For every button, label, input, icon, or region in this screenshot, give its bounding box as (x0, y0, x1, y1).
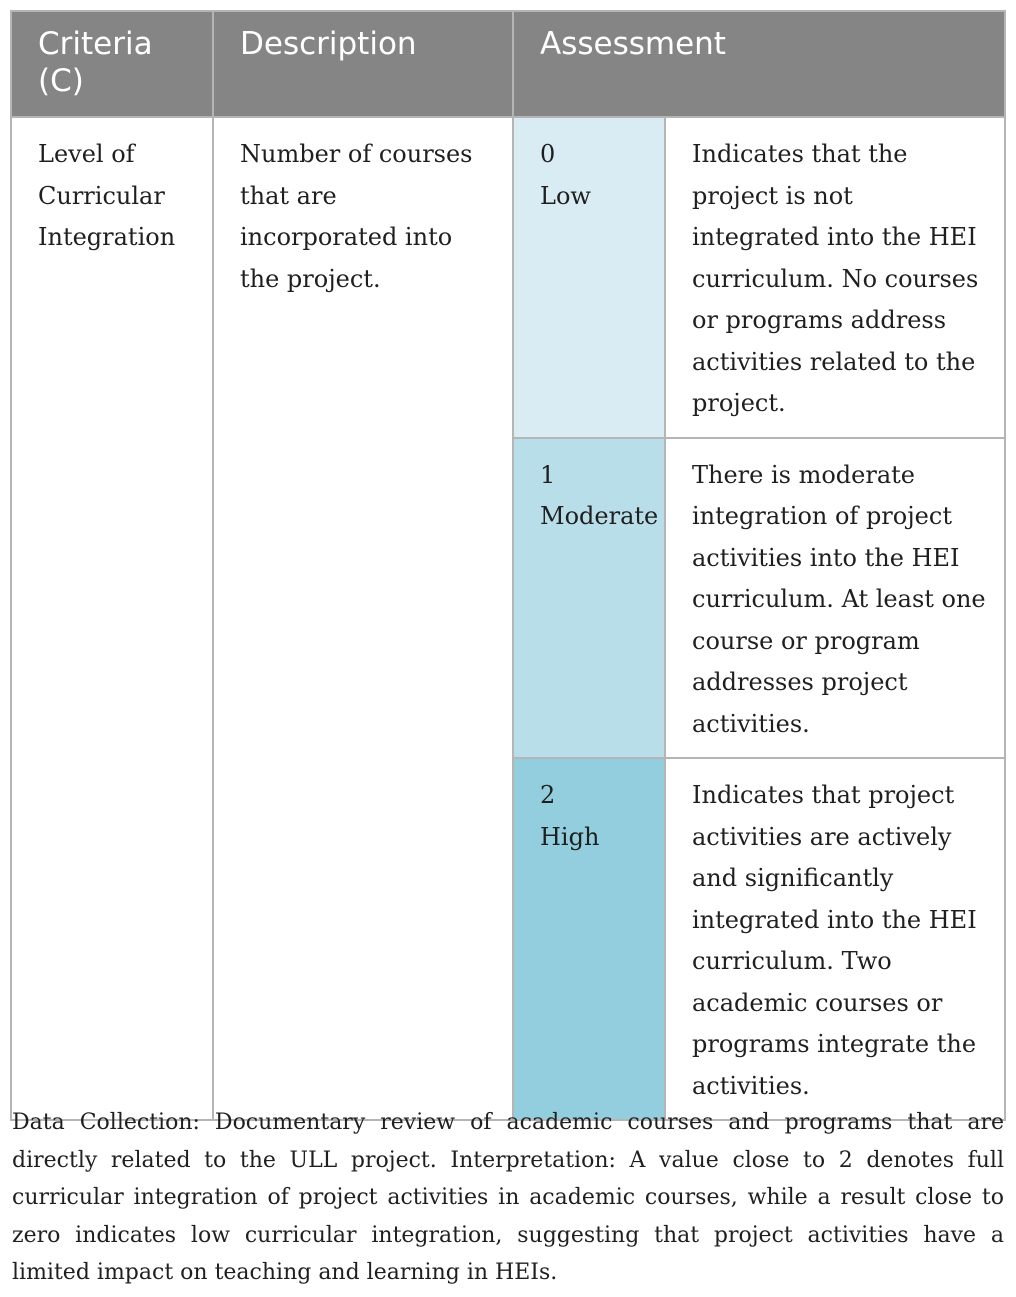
level-cell-high (513, 758, 665, 1120)
table-row (11, 117, 1005, 438)
level-text-cell: There is moderate integration of project activities into the HEI curriculum. At least one course or program addresses project activities. (665, 438, 1005, 759)
criteria-table (10, 10, 1006, 1121)
level-cell-moderate (513, 438, 665, 759)
header-assessment: Assessment (513, 11, 1005, 117)
header-description: Description (213, 11, 513, 117)
description-cell: Number of courses that are incorporated into the project. (213, 117, 513, 1120)
header-row (11, 11, 1005, 117)
table-footnote: Data Collection: Documentary review of academic courses and programs that are directly related to the ULL project. Interpretation: A value close to 2 denotes full curricular integration of project activities in academic courses, while a result close to zero indicates low curricular integration, suggesting that project activities have a limited impact on teaching and learning in HEIs. (12, 1110, 1004, 1285)
criteria-table-container (10, 10, 1004, 1121)
level-label: Low (540, 181, 591, 210)
level-score: 0 (540, 140, 556, 168)
level-score: 1 (540, 460, 556, 489)
level-text-cell: Indicates that project activities are actively and significantly integrated into the HEI curriculum. Two academic courses or programs integrate the activities. (665, 758, 1005, 1120)
level-label: Moderate (540, 502, 659, 530)
level-label: High (540, 822, 600, 851)
level-score: 2 (540, 781, 556, 809)
level-cell-low (513, 117, 665, 438)
criterion-cell: Level of Curricular Integration (11, 117, 213, 1120)
header-criteria: Criteria (C) (11, 11, 213, 117)
level-text-cell: Indicates that the project is not integrated into the HEI curriculum. No courses or programs address activities related to the project. (665, 117, 1005, 438)
